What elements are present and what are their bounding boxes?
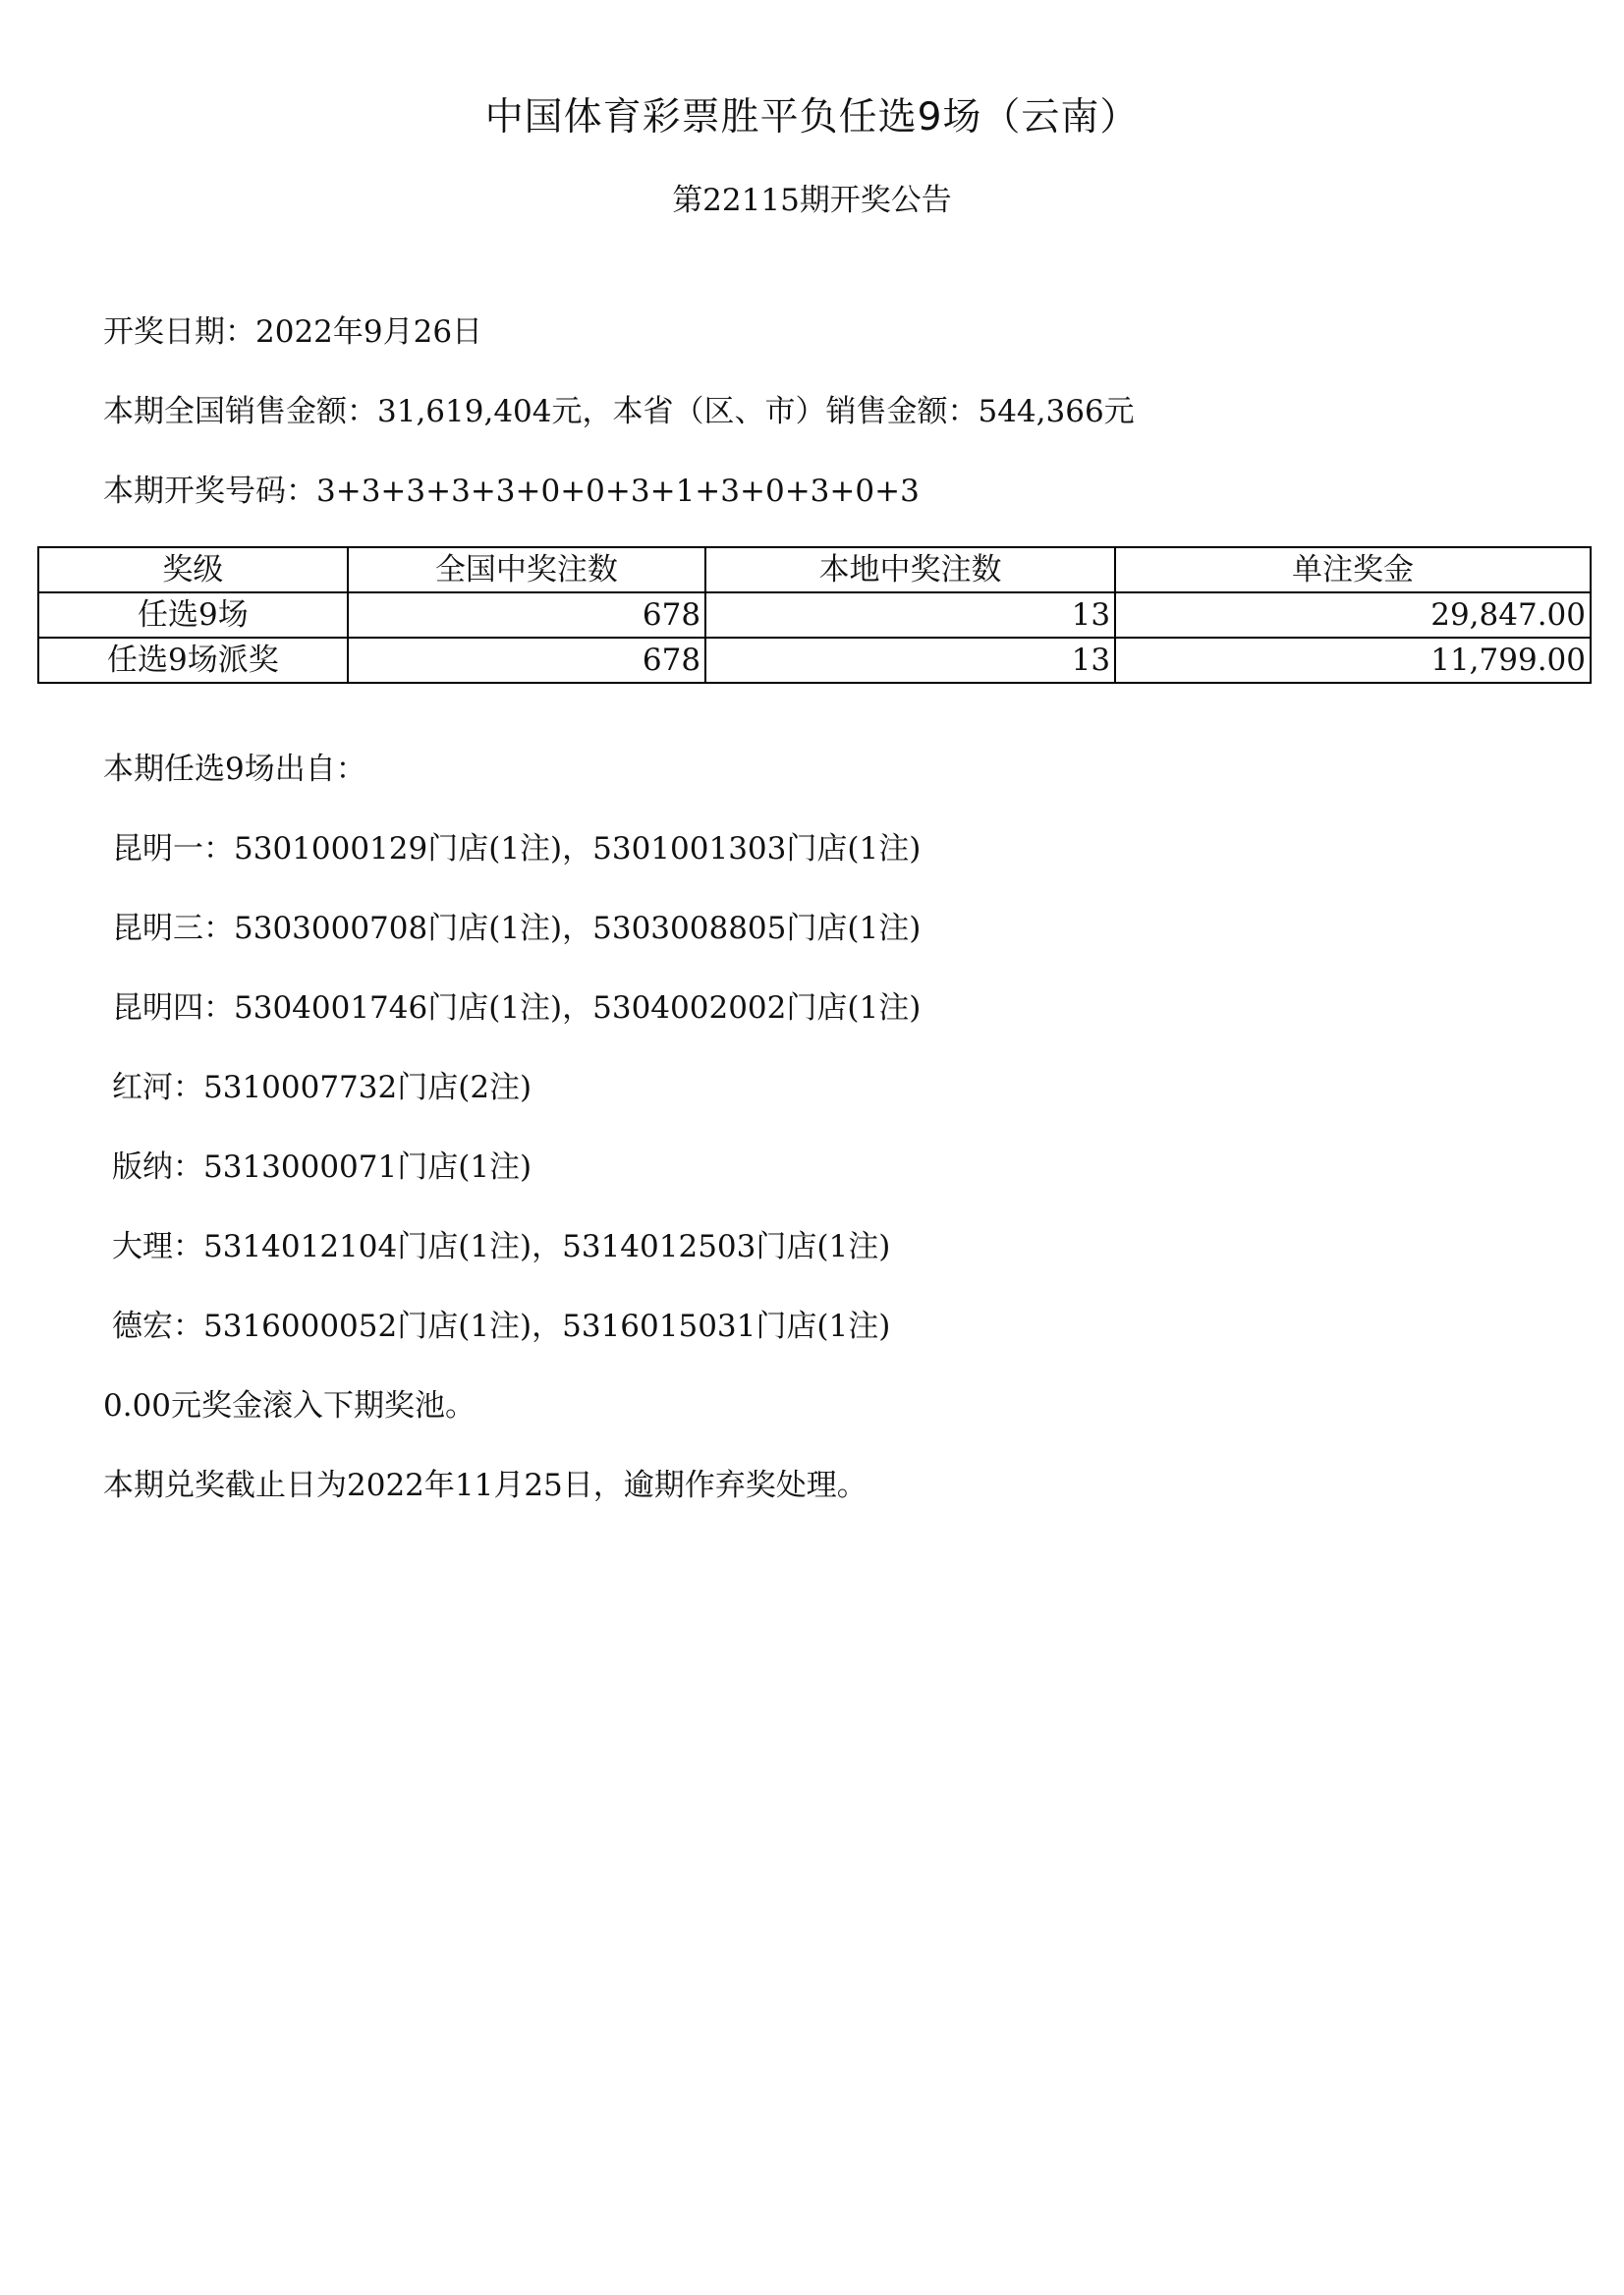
draw-date: 开奖日期：2022年9月26日: [103, 314, 483, 350]
cell-prize-level: 任选9场: [38, 592, 348, 638]
source-item-dali: 大理：5314012104门店(1注)，5314012503门店(1注): [112, 1229, 891, 1264]
table-row: [38, 592, 1591, 638]
rollover-note: 0.00元奖金滚入下期奖池。: [103, 1388, 476, 1424]
sales-amount: 本期全国销售金额：31,619,404元，本省（区、市）销售金额：544,366元: [103, 394, 1135, 429]
prize-table: [37, 546, 1592, 684]
source-item-kunming-1: 昆明一：5301000129门店(1注)，5301001303门店(1注): [112, 831, 922, 867]
page-title: 中国体育彩票胜平负任选9场（云南）: [484, 95, 1140, 140]
claim-deadline: 本期兑奖截止日为2022年11月25日，逾期作弃奖处理。: [103, 1468, 868, 1503]
cell-national-winners: 678: [348, 638, 705, 683]
source-item-honghe: 红河：5310007732门店(2注): [112, 1070, 532, 1105]
cell-prize-level: 任选9场派奖: [38, 638, 348, 683]
source-item-kunming-3: 昆明三：5303000708门店(1注)，5303008805门店(1注): [112, 911, 922, 946]
source-item-banna: 版纳：5313000071门店(1注): [112, 1149, 532, 1185]
header-national-winners: 全国中奖注数: [348, 547, 705, 592]
header-local-winners: 本地中奖注数: [705, 547, 1115, 592]
table-header-row: [38, 547, 1591, 592]
source-item-dehong: 德宏：5316000052门店(1注)，5316015031门店(1注): [112, 1309, 891, 1344]
table-row: [38, 638, 1591, 683]
cell-prize-amount: 29,847.00: [1115, 592, 1591, 638]
winning-numbers: 本期开奖号码：3+3+3+3+3+0+0+3+1+3+0+3+0+3: [103, 474, 920, 509]
header-prize-amount: 单注奖金: [1115, 547, 1591, 592]
header-prize-level: 奖级: [38, 547, 348, 592]
cell-prize-amount: 11,799.00: [1115, 638, 1591, 683]
source-item-kunming-4: 昆明四：5304001746门店(1注)，5304002002门店(1注): [112, 990, 922, 1026]
issue-subtitle: 第22115期开奖公告: [672, 183, 952, 218]
cell-local-winners: 13: [705, 638, 1115, 683]
cell-national-winners: 678: [348, 592, 705, 638]
cell-local-winners: 13: [705, 592, 1115, 638]
source-intro: 本期任选9场出自：: [103, 752, 366, 787]
